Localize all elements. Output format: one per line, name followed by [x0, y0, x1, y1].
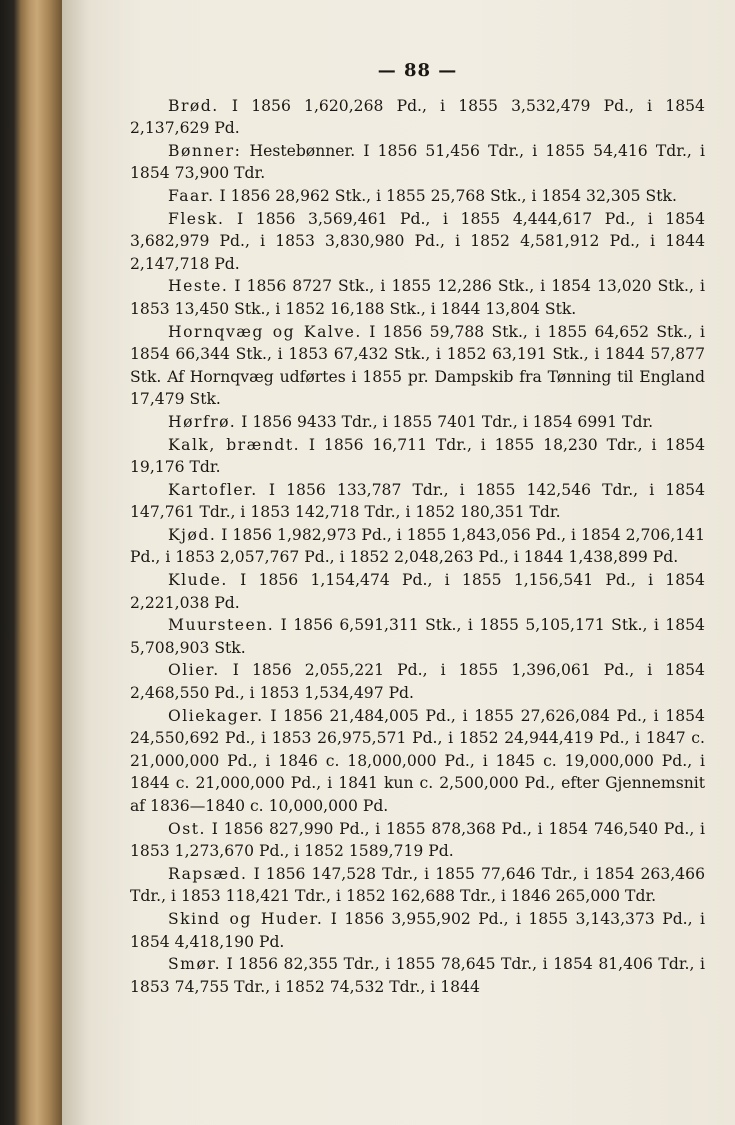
entry-body: I 1856 82,355 Tdr., i 1855 78,645 Tdr., i 1854 81,406 Tdr., i 1853 74,755 Tdr., i 1852 74,532 Tdr., i 1844	[130, 955, 705, 996]
entry-head: Oliekager.	[168, 706, 264, 725]
entry-head: Smør.	[168, 955, 222, 974]
entry-body: I 1856 827,990 Pd., i 1855 878,368 Pd., i 1854 746,540 Pd., i 1853 1,273,670 Pd., i 1852 1589,719 Pd.	[130, 819, 705, 861]
entry-head: Hornqvæg og Kalve.	[168, 322, 362, 341]
entry-faar	[130, 185, 705, 208]
entry-body: I 1856 21,484,005 Pd., i 1855 27,626,084 Pd., i 1854 24,550,692 Pd., i 1853 26,975,571 Pd., i 1852 24,944,419 Pd., i 1847 c. 21,000,000 Pd., i 1846 c. 18,000,000 Pd., i 1845 c. 19,000,000 Pd., i 1844 c. 21,000,000 Pd., i 1841 kun c. 2,500,000 Pd., efter Gjennemsnit af 1836—1840 c. 10,000,000 Pd.	[130, 706, 705, 815]
entry-body: I 1856 6,591,311 Stk., i 1855 5,105,171 Stk., i 1854 5,708,903 Stk.	[130, 616, 705, 657]
entry-flesk	[130, 208, 705, 276]
entry-body: I 1856 1,154,474 Pd., i 1855 1,156,541 Pd., i 1854 2,221,038 Pd.	[130, 571, 705, 612]
entry-head: Bønner:	[168, 141, 242, 160]
entry-body: I 1856 1,982,973 Pd., i 1855 1,843,056 Pd., i 1854 2,706,141 Pd., i 1853 2,057,767 Pd., i 1852 2,048,263 Pd., i 1844 1,438,899 Pd.	[130, 525, 705, 567]
page-number: — 88 —	[377, 60, 458, 81]
page-text	[130, 60, 705, 998]
entry-hornqvaeg	[130, 321, 705, 411]
entry-body: I 1856 28,962 Stk., i 1855 25,768 Stk., i 1854 32,305 Stk.	[219, 186, 677, 205]
entry-body: I 1856 133,787 Tdr., i 1855 142,546 Tdr., i 1854 147,761 Tdr., i 1853 142,718 Tdr., i 1852 180,351 Tdr.	[130, 480, 705, 522]
entry-body: I 1856 3,955,902 Pd., i 1855 3,143,373 Pd., i 1854 4,418,190 Pd.	[130, 909, 705, 951]
entry-kjod	[130, 524, 705, 569]
entry-oliekager	[130, 705, 705, 818]
entry-body: Hestebønner. I 1856 51,456 Tdr., i 1855 54,416 Tdr., i 1854 73,900 Tdr.	[130, 141, 705, 183]
entry-body: I 1856 59,788 Stk., i 1855 64,652 Stk., i 1854 66,344 Stk., i 1853 67,432 Stk., i 1852 63,191 Stk., i 1844 57,877 Stk. Af Hornqvæg udførtes i 1855 pr. Dampskib fra Tønning til England 17,479 Stk.	[130, 322, 705, 409]
entry-smor	[130, 953, 705, 998]
entry-klude	[130, 569, 705, 614]
entry-head: Skind og Huder.	[168, 909, 324, 928]
entry-body: I 1856 1,620,268 Pd., i 1855 3,532,479 Pd., i 1854 2,137,629 Pd.	[130, 96, 705, 138]
entry-head: Olier.	[168, 661, 220, 680]
entry-head: Kartofler.	[168, 480, 258, 499]
entry-head: Brød.	[168, 96, 219, 115]
entry-body: I 1856 16,711 Tdr., i 1855 18,230 Tdr., i 1854 19,176 Tdr.	[130, 435, 705, 477]
entry-brod	[130, 95, 705, 140]
entry-bonner	[130, 140, 705, 185]
entry-kartofler	[130, 479, 705, 524]
entry-head: Hørfrø.	[168, 412, 237, 431]
book-page	[62, 0, 735, 1125]
entry-head: Heste.	[168, 277, 229, 296]
entry-head: Faar.	[168, 186, 215, 205]
entry-body: I 1856 147,528 Tdr., i 1855 77,646 Tdr., i 1854 263,466 Tdr., i 1853 118,421 Tdr., i 1852 162,688 Tdr., i 1846 265,000 Tdr.	[130, 864, 705, 906]
entry-body: I 1856 2,055,221 Pd., i 1855 1,396,061 Pd., i 1854 2,468,550 Pd., i 1853 1,534,497 Pd.	[130, 661, 705, 703]
entry-head: Kalk, brændt.	[168, 435, 301, 454]
entry-head: Flesk.	[168, 209, 225, 228]
entry-olier	[130, 659, 705, 704]
entry-ost	[130, 818, 705, 863]
entry-heste	[130, 275, 705, 320]
entry-kalk	[130, 434, 705, 479]
entry-head: Klude.	[168, 571, 228, 590]
entry-head: Ost.	[168, 819, 207, 838]
book-binding-edge	[0, 0, 62, 1125]
entry-rapsaed	[130, 863, 705, 908]
entry-head: Kjød.	[168, 525, 217, 544]
entry-body: I 1856 8727 Stk., i 1855 12,286 Stk., i 1854 13,020 Stk., i 1853 13,450 Stk., i 1852 16,188 Stk., i 1844 13,804 Stk.	[130, 277, 705, 318]
entry-body: I 1856 9433 Tdr., i 1855 7401 Tdr., i 1854 6991 Tdr.	[241, 412, 654, 431]
entry-head: Rapsæd.	[168, 864, 248, 883]
entry-body: I 1856 3,569,461 Pd., i 1855 4,444,617 Pd., i 1854 3,682,979 Pd., i 1853 3,830,980 Pd., i 1852 4,581,912 Pd., i 1844 2,147,718 Pd.	[130, 209, 705, 273]
entry-horfro	[130, 411, 705, 434]
entry-muursteen	[130, 614, 705, 659]
entry-skind-og-huder	[130, 908, 705, 953]
entry-head: Muursteen.	[168, 616, 275, 635]
